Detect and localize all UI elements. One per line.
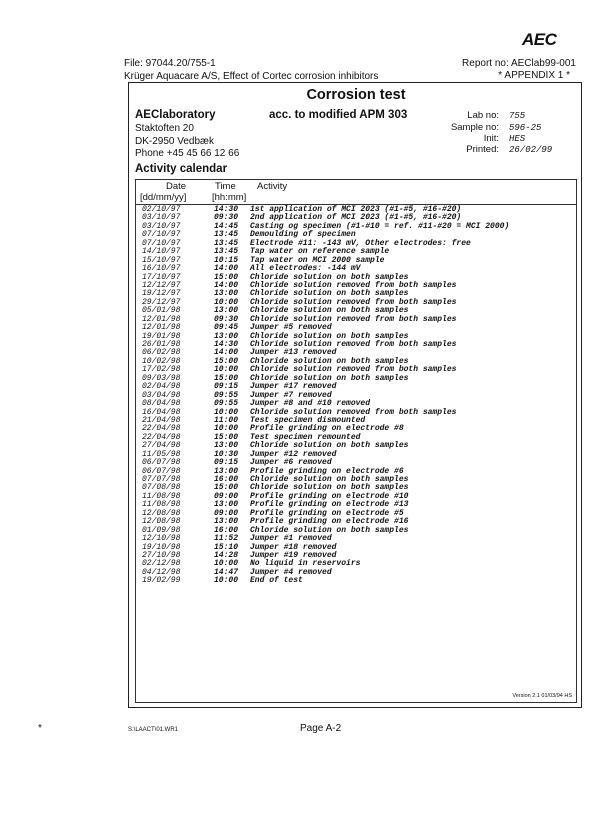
row-date: 21/04/98 xyxy=(142,415,181,425)
row-date: 15/10/97 xyxy=(142,255,181,265)
row-activity: Chloride solution on both samples xyxy=(250,306,409,316)
row-date: 19/12/97 xyxy=(142,289,181,299)
row-activity: Chloride solution on both samples xyxy=(250,525,409,535)
row-date: 27/10/98 xyxy=(142,550,181,560)
row-activity: Profile grinding on electrode #10 xyxy=(250,491,409,501)
row-date: 07/10/97 xyxy=(142,230,181,240)
row-time: 14:00 xyxy=(214,348,239,358)
row-activity: No liquid in reservoirs xyxy=(250,559,361,569)
table-row xyxy=(136,375,576,383)
date-column-header: Date xyxy=(166,181,187,192)
row-date: 07/08/98 xyxy=(142,483,181,493)
version-label: Version 2.1 01/03/94 HS xyxy=(512,693,572,699)
sample-no-label: Sample no: xyxy=(450,122,499,133)
table-row xyxy=(136,544,576,552)
row-activity: Chloride solution on both samples xyxy=(250,483,409,493)
row-date: 11/05/98 xyxy=(142,449,181,459)
row-activity: Chloride solution on both samples xyxy=(250,373,409,383)
row-activity: Tap water on MCI 2000 sample xyxy=(250,255,385,265)
row-time: 16:00 xyxy=(214,475,239,484)
row-date: 16/10/97 xyxy=(142,264,181,274)
row-time: 10:00 xyxy=(214,297,239,307)
row-activity: All electrodes: -144 mV xyxy=(250,264,361,274)
row-date: 05/01/98 xyxy=(142,306,181,316)
row-time: 09:45 xyxy=(214,323,239,333)
lab-no-label: Lab no: xyxy=(467,110,499,121)
row-date: 01/09/98 xyxy=(142,525,181,535)
row-time: 10:30 xyxy=(214,449,239,459)
row-activity: Chloride solution on both samples xyxy=(250,289,409,299)
page-number: Page A-2 xyxy=(300,723,342,734)
row-activity: Jumper #1 removed xyxy=(250,534,332,544)
row-activity: Demoulding of specimen xyxy=(250,230,356,240)
lab-no-value: 755 xyxy=(509,111,526,121)
row-time: 13:45 xyxy=(214,230,239,240)
row-date: 12/01/98 xyxy=(142,323,181,333)
row-time: 10:00 xyxy=(214,407,239,417)
row-date: 06/02/98 xyxy=(142,348,181,358)
activity-column-header: Activity xyxy=(257,181,288,192)
table-row xyxy=(136,451,576,459)
row-date: 03/04/98 xyxy=(142,390,181,400)
row-time: 15:00 xyxy=(214,373,239,383)
sample-no-value: 596-25 xyxy=(509,123,542,133)
row-activity: Chloride solution on both samples xyxy=(250,356,409,366)
file-number: File: 97044.20/755-1 xyxy=(124,58,216,69)
row-date: 17/02/98 xyxy=(142,365,181,375)
row-time: 09:15 xyxy=(214,458,239,468)
address-phone: Phone +45 45 66 12 66 xyxy=(135,148,240,159)
lab-address xyxy=(135,123,239,161)
row-activity: Chloride solution removed from both samples xyxy=(250,407,457,417)
row-date: 11/08/98 xyxy=(142,500,181,510)
row-date: 04/12/98 xyxy=(142,567,181,577)
row-time: 13:00 xyxy=(214,331,239,341)
row-activity: Chloride solution on both samples xyxy=(250,272,409,282)
row-time: 15:00 xyxy=(214,272,239,282)
row-activity: Chloride solution removed from both samples xyxy=(250,297,457,307)
table-row xyxy=(136,316,576,324)
row-activity: Jumper #19 removed xyxy=(250,550,337,560)
row-time: 13:00 xyxy=(214,306,239,316)
row-date: 10/02/98 xyxy=(142,356,181,366)
row-time: 14:00 xyxy=(214,280,239,290)
table-row xyxy=(136,527,576,535)
row-time: 14:47 xyxy=(214,567,239,577)
row-date: 27/04/98 xyxy=(142,441,181,451)
form-title: Corrosion test xyxy=(306,87,406,103)
row-activity: Electrode #11: -143 mV, Other electrodes: free xyxy=(250,238,471,248)
row-activity: Chloride solution removed from both samples xyxy=(250,280,457,290)
row-date: 02/04/98 xyxy=(142,382,181,392)
table-row xyxy=(136,569,576,577)
row-activity: Chloride solution on both samples xyxy=(250,331,409,341)
row-time: 13:45 xyxy=(214,238,239,248)
report-number: Report no: AEClab99-001 xyxy=(462,58,576,69)
row-time: 15:10 xyxy=(214,542,239,552)
row-activity: Profile grinding on electrode #16 xyxy=(250,517,409,527)
row-date: 03/10/97 xyxy=(142,221,181,231)
client-subject: Krüger Aquacare A/S, Effect of Cortec corrosion inhibitors xyxy=(124,71,379,82)
row-activity: Profile grinding on electrode #8 xyxy=(250,424,404,434)
row-activity: Tap water on reference sample xyxy=(250,247,390,257)
row-date: 26/01/98 xyxy=(142,340,181,349)
row-time: 09:30 xyxy=(214,213,239,223)
row-date: 02/12/98 xyxy=(142,559,181,569)
row-time: 10:00 xyxy=(214,576,239,586)
row-date: 12/12/97 xyxy=(142,280,181,290)
row-activity: Jumper #5 removed xyxy=(250,323,332,333)
row-activity: Chloride solution removed from both samples xyxy=(250,314,457,324)
row-activity: Jumper #17 removed xyxy=(250,382,337,392)
row-date: 22/04/98 xyxy=(142,432,181,442)
row-time: 15:00 xyxy=(214,432,239,442)
row-date: 29/12/97 xyxy=(142,297,181,307)
row-time: 13:00 xyxy=(214,289,239,299)
row-activity: Profile grinding on electrode #6 xyxy=(250,466,404,476)
row-activity: End of test xyxy=(250,576,303,586)
row-date: 06/07/98 xyxy=(142,458,181,468)
row-time: 11:52 xyxy=(214,534,239,544)
row-date: 09/03/98 xyxy=(142,373,181,383)
row-date: 06/07/98 xyxy=(142,466,181,476)
row-date: 22/04/98 xyxy=(142,424,181,434)
row-date: 12/10/98 xyxy=(142,534,181,544)
table-row xyxy=(136,535,576,543)
footer-asterisk: * xyxy=(38,723,42,734)
row-activity: Jumper #12 removed xyxy=(250,449,337,459)
row-date: 11/08/98 xyxy=(142,491,181,501)
table-row xyxy=(136,341,576,349)
row-time: 16:00 xyxy=(214,525,239,535)
row-time: 09:55 xyxy=(214,399,239,409)
form-frame xyxy=(128,82,582,708)
row-time: 11:00 xyxy=(214,415,239,425)
row-time: 13:00 xyxy=(214,441,239,451)
printed-label: Printed: xyxy=(466,144,499,155)
row-time: 10:00 xyxy=(214,424,239,434)
test-method: acc. to modified APM 303 xyxy=(269,109,408,121)
row-time: 13:45 xyxy=(214,247,239,257)
row-activity: 1st application of MCI 2023 (#1-#5, #16-#20) xyxy=(250,205,462,214)
row-activity: Jumper #18 removed xyxy=(250,542,337,552)
table-row xyxy=(136,577,576,585)
row-date: 17/10/97 xyxy=(142,272,181,282)
row-activity: Profile grinding on electrode #13 xyxy=(250,500,409,510)
row-time: 09:00 xyxy=(214,491,239,501)
row-time: 14:30 xyxy=(214,340,239,349)
row-activity: Chloride solution removed from both samples xyxy=(250,340,457,349)
row-time: 14:30 xyxy=(214,205,239,214)
row-time: 15:00 xyxy=(214,483,239,493)
row-time: 13:00 xyxy=(214,517,239,527)
row-activity: Profile grinding on electrode #5 xyxy=(250,508,404,518)
row-activity: Chloride solution on both samples xyxy=(250,441,409,451)
date-format-header: [dd/mm/yy] xyxy=(140,192,187,203)
row-time: 14:28 xyxy=(214,550,239,560)
activity-table xyxy=(135,179,577,703)
row-activity: Test specimen remounted xyxy=(250,432,361,442)
row-date: 19/02/99 xyxy=(142,576,181,586)
row-date: 12/08/98 xyxy=(142,517,181,527)
row-time: 14:00 xyxy=(214,264,239,274)
row-activity: Jumper #13 removed xyxy=(250,348,337,358)
row-date: 16/04/98 xyxy=(142,407,181,417)
row-date: 07/10/97 xyxy=(142,238,181,248)
row-date: 02/10/97 xyxy=(142,205,181,214)
init-label: Init: xyxy=(483,133,499,144)
row-time: 09:30 xyxy=(214,314,239,324)
row-date: 19/01/98 xyxy=(142,331,181,341)
row-date: 12/08/98 xyxy=(142,508,181,518)
table-row xyxy=(136,442,576,450)
time-format-header: [hh:mm] xyxy=(212,192,247,203)
row-activity: Jumper #4 removed xyxy=(250,567,332,577)
row-time: 13:00 xyxy=(214,466,239,476)
appendix-label: * APPENDIX 1 * xyxy=(498,70,570,81)
row-time: 10:00 xyxy=(214,365,239,375)
activity-calendar-title: Activity calendar xyxy=(135,163,228,175)
address-street: Staktoften 20 xyxy=(135,123,194,134)
row-time: 14:45 xyxy=(214,221,239,231)
row-date: 07/07/98 xyxy=(142,475,181,484)
row-date: 03/10/97 xyxy=(142,213,181,223)
row-time: 10:00 xyxy=(214,559,239,569)
lab-name: AEClaboratory xyxy=(135,109,216,121)
address-city: DK-2950 Vedbæk xyxy=(135,135,214,147)
row-time: 13:00 xyxy=(214,500,239,510)
init-value: HES xyxy=(509,134,526,144)
row-activity: Chloride solution on both samples xyxy=(250,475,409,484)
row-activity: Jumper #7 removed xyxy=(250,390,332,400)
printed-value: 26/02/99 xyxy=(509,145,553,155)
row-date: 08/04/98 xyxy=(142,399,181,409)
table-row xyxy=(136,560,576,568)
row-date: 12/01/98 xyxy=(142,314,181,324)
aec-logo: AEC xyxy=(522,30,557,49)
row-time: 09:00 xyxy=(214,508,239,518)
row-time: 09:15 xyxy=(214,382,239,392)
time-column-header: Time xyxy=(215,181,236,192)
row-activity: Chloride solution removed from both samples xyxy=(250,365,457,375)
footer-file-path: S:\LAACT\01.WR1 xyxy=(128,727,179,733)
table-row xyxy=(136,223,576,231)
row-date: 19/10/98 xyxy=(142,542,181,552)
row-activity: Jumper #8 and #10 removed xyxy=(250,399,371,409)
activity-rows xyxy=(136,206,576,586)
table-row xyxy=(136,383,576,391)
row-activity: Jumper #6 removed xyxy=(250,458,332,468)
row-activity: Test specimen dismounted xyxy=(250,415,366,425)
row-time: 15:00 xyxy=(214,356,239,366)
row-activity: 2nd application of MCI 2023 (#1-#5, #16-#20) xyxy=(250,213,462,223)
row-time: 10:15 xyxy=(214,255,239,265)
row-time: 09:55 xyxy=(214,390,239,400)
row-date: 14/10/97 xyxy=(142,247,181,257)
row-activity: Casting og specimen (#1-#10 = ref. #11-#20 = MCI 2000) xyxy=(250,221,510,231)
